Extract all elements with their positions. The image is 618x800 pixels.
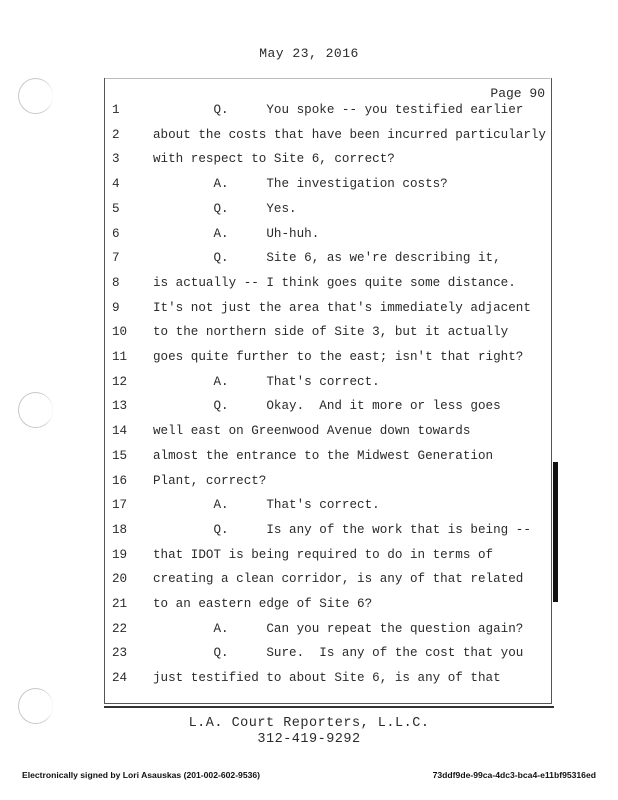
line-text: well east on Greenwood Avenue down towards bbox=[153, 424, 471, 439]
line-number: 19 bbox=[112, 547, 128, 562]
transcript-line bbox=[0, 474, 618, 498]
line-text: Plant, correct? bbox=[153, 473, 267, 488]
transcript-line bbox=[0, 177, 618, 201]
transcript-bottom-rule bbox=[104, 706, 554, 708]
transcript-line bbox=[0, 622, 618, 646]
line-text: that IDOT is being required to do in terms of bbox=[153, 547, 494, 562]
transcript-line bbox=[0, 597, 618, 621]
line-number: 21 bbox=[112, 597, 128, 611]
transcript-line bbox=[0, 424, 618, 448]
transcript-line bbox=[0, 572, 618, 596]
line-text: A. Uh-huh. bbox=[153, 226, 320, 241]
line-text: It's not just the area that's immediately adjacent bbox=[153, 300, 531, 315]
transcript-line bbox=[0, 325, 618, 349]
line-number: 8 bbox=[112, 275, 120, 290]
revision-margin-bar bbox=[553, 462, 558, 602]
line-text: with respect to Site 6, correct? bbox=[153, 152, 395, 167]
line-number: 2 bbox=[112, 127, 120, 142]
transcript-line bbox=[0, 227, 618, 251]
deposition-date: May 23, 2016 bbox=[259, 46, 359, 61]
page-number: Page 90 bbox=[490, 86, 545, 101]
transcript-line bbox=[0, 103, 618, 127]
transcript-line bbox=[0, 128, 618, 152]
transcript-line bbox=[0, 301, 618, 325]
line-number: 20 bbox=[112, 572, 128, 587]
line-text: Q. Sure. Is any of the cost that you bbox=[153, 646, 524, 661]
line-text: Q. Yes. bbox=[153, 201, 297, 216]
line-number: 17 bbox=[112, 498, 128, 513]
line-text: Q. You spoke -- you testified earlier bbox=[153, 103, 524, 117]
transcript-line bbox=[0, 548, 618, 572]
transcript-line bbox=[0, 671, 618, 695]
line-text: almost the entrance to the Midwest Generation bbox=[153, 448, 494, 463]
line-number: 16 bbox=[112, 473, 128, 488]
court-reporter-phone: 312-419-9292 bbox=[257, 732, 361, 747]
electronic-signature: Electronically signed by Lori Asauskas (201-002-602-9536) bbox=[22, 770, 261, 780]
line-text: Q. Site 6, as we're describing it, bbox=[153, 251, 501, 266]
transcript-line bbox=[0, 202, 618, 226]
line-number: 9 bbox=[112, 300, 120, 315]
line-text: A. Can you repeat the question again? bbox=[153, 621, 524, 636]
court-reporter-name: L.A. Court Reporters, L.L.C. bbox=[188, 716, 430, 731]
transcript-line bbox=[0, 399, 618, 423]
line-text: Q. Is any of the work that is being -- bbox=[153, 522, 531, 537]
transcript-line bbox=[0, 523, 618, 547]
line-number: 5 bbox=[112, 201, 120, 216]
document-id: 73ddf9de-99ca-4dc3-bca4-e11bf95316ed bbox=[432, 770, 596, 780]
line-number: 3 bbox=[112, 152, 120, 167]
transcript-line bbox=[0, 498, 618, 522]
transcript-line bbox=[0, 375, 618, 399]
transcript-line bbox=[0, 251, 618, 275]
line-text: Q. Okay. And it more or less goes bbox=[153, 399, 501, 414]
line-number: 4 bbox=[112, 177, 120, 192]
line-text: to the northern side of Site 3, but it actually bbox=[153, 325, 509, 340]
transcript-line bbox=[0, 646, 618, 670]
transcript-line bbox=[0, 350, 618, 374]
line-text: A. The investigation costs? bbox=[153, 177, 448, 192]
line-number: 18 bbox=[112, 522, 128, 537]
line-number: 24 bbox=[112, 671, 128, 686]
transcript-line bbox=[0, 276, 618, 300]
line-number: 7 bbox=[112, 251, 120, 266]
line-text: A. That's correct. bbox=[153, 374, 380, 389]
line-number: 14 bbox=[112, 424, 128, 439]
line-number: 12 bbox=[112, 374, 128, 389]
line-number: 23 bbox=[112, 646, 128, 661]
transcript-line bbox=[0, 449, 618, 473]
line-text: to an eastern edge of Site 6? bbox=[153, 597, 373, 611]
line-text: about the costs that have been incurred particularly bbox=[153, 127, 546, 142]
line-text: just testified to about Site 6, is any of that bbox=[153, 671, 501, 686]
line-number: 11 bbox=[112, 350, 128, 364]
line-number: 10 bbox=[112, 325, 128, 340]
line-number: 13 bbox=[112, 399, 128, 414]
line-number: 1 bbox=[112, 103, 120, 117]
line-text: A. That's correct. bbox=[153, 498, 380, 513]
line-text: creating a clean corridor, is any of that related bbox=[153, 572, 524, 587]
line-text: is actually -- I think goes quite some distance. bbox=[153, 275, 516, 290]
line-text: goes quite further to the east; isn't that right? bbox=[153, 350, 524, 364]
line-number: 6 bbox=[112, 226, 120, 241]
line-number: 15 bbox=[112, 448, 128, 463]
line-number: 22 bbox=[112, 621, 128, 636]
transcript-line bbox=[0, 152, 618, 176]
